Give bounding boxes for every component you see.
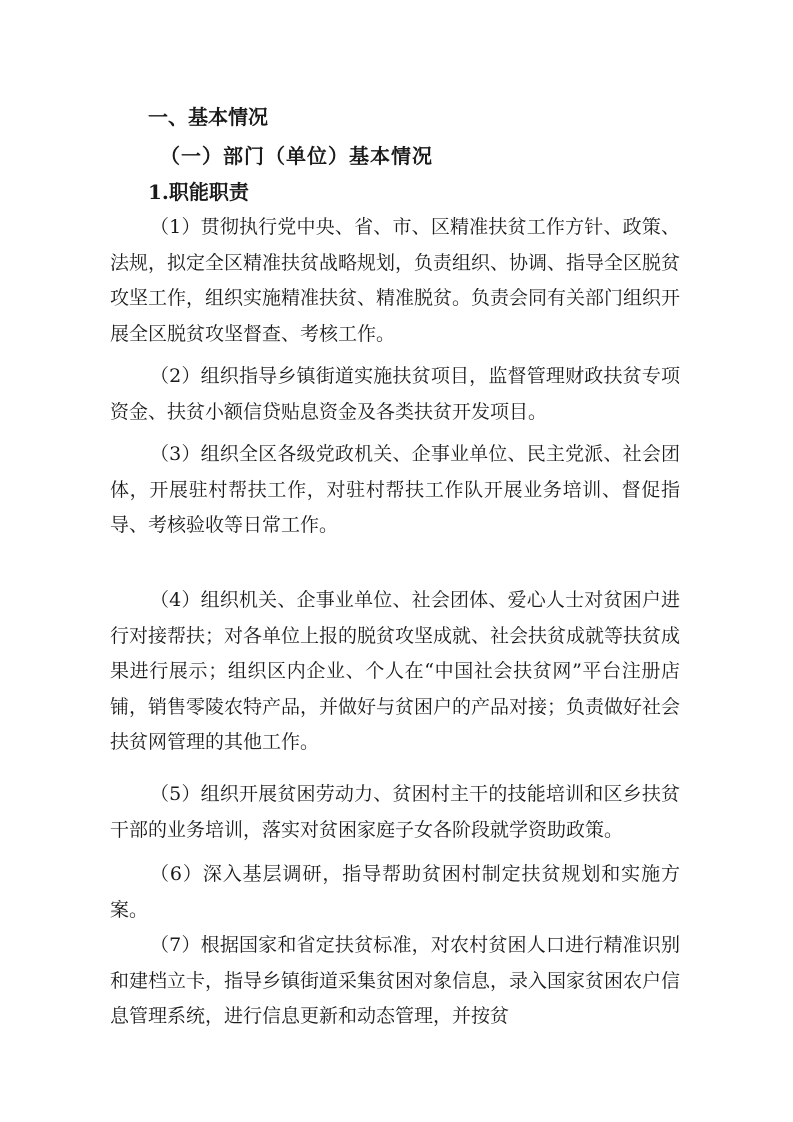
paragraph-5: （5）组织开展贫困劳动力、贫困村主干的技能培训和区乡扶贫干部的业务培训，落实对贫困家庭子女各阶段就学资助政策。: [110, 783, 680, 841]
paragraph-3: （3）组织全区各级党政机关、企事业单位、民主党派、社会团体，开展驻村帮扶工作，对驻村帮扶工作队开展业务培训、督促指导、考核验收等日常工作。: [110, 443, 680, 536]
paragraph-1: （1）贯彻执行党中央、省、市、区精准扶贫工作方针、政策、法规，拟定全区精准扶贫战略规划，负责组织、协调、指导全区脱贫攻坚工作，组织实施精准扶贫、精准脱贫。负责会同有关部门组织开展全区脱贫攻坚督查、考核工作。: [110, 216, 681, 345]
paragraph-6: （6）深入基层调研，指导帮助贫困村制定扶贫规划和实施方案。: [110, 863, 680, 921]
subsection-heading: （一）部门（单位）基本情况: [160, 144, 433, 168]
paragraph-2: （2）组织指导乡镇街道实施扶贫项目，监督管理财政扶贫专项资金、扶贫小额信贷贴息资金及各类扶贫开发项目。: [110, 365, 680, 423]
paragraph-7: （7）根据国家和省定扶贫标准，对农村贫困人口进行精准识别和建档立卡，指导乡镇街道采集贫困对象信息，录入国家贫困农户信息管理系统，进行信息更新和动态管理，并按贫: [110, 934, 681, 1027]
item-heading: 1.职能职责: [148, 180, 249, 204]
section-heading: 一、基本情况: [148, 105, 268, 129]
paragraph-4: （4）组织机关、企事业单位、社会团体、爱心人士对贫困户进行对接帮扶；对各单位上报的脱贫攻坚成就、社会扶贫成就等扶贫成果进行展示；组织区内企业、个人在“中国社会扶贫网”平台注册店铺，销售零陵农特产品，并做好与贫困户的产品对接；负责做好社会扶贫网管理的其他工作。: [110, 589, 681, 753]
